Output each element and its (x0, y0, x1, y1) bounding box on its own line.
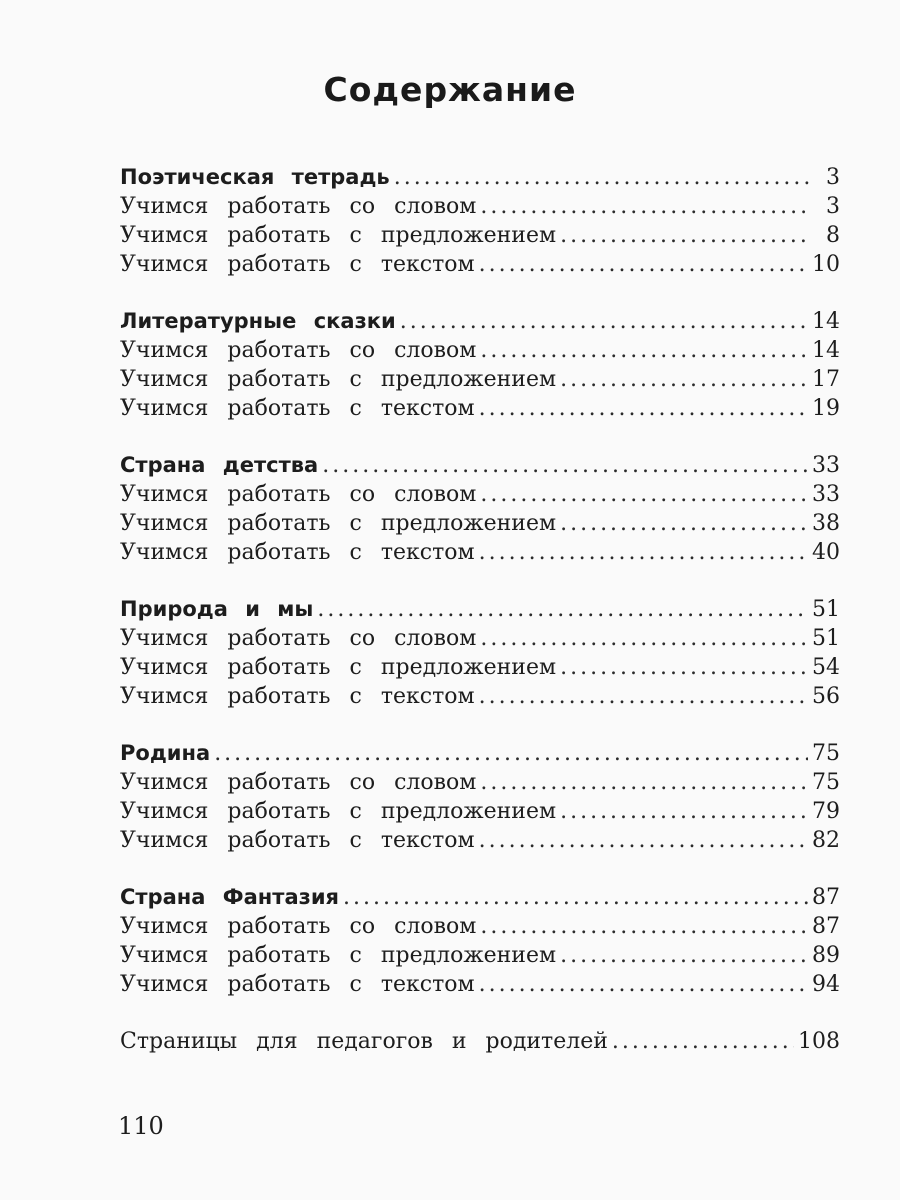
toc-section (120, 595, 840, 711)
toc-leader-dots (322, 451, 808, 480)
toc-section (120, 451, 840, 567)
toc-entry-label: Учимся работать с текстом (120, 252, 475, 277)
toc-leader-dots (479, 682, 808, 711)
toc-leader-dots (317, 595, 808, 624)
toc-entry-page: 40 (812, 540, 840, 565)
toc-entry (120, 682, 840, 711)
toc-heading-page: 51 (812, 597, 840, 622)
toc-entry-page: 108 (798, 1029, 840, 1054)
toc-leader-dots (560, 797, 808, 826)
page-number: 110 (118, 1112, 164, 1140)
toc-section-heading (120, 595, 840, 624)
toc-entry-label: Учимся работать со словом (120, 194, 477, 219)
toc-entry (120, 538, 840, 567)
toc-leader-dots (479, 250, 808, 279)
toc-leader-dots (394, 163, 810, 192)
toc-entry-label: Учимся работать с текстом (120, 972, 475, 997)
toc-leader-dots (560, 941, 808, 970)
toc-entry-label: Учимся работать с текстом (120, 396, 475, 421)
toc-sections (120, 163, 840, 999)
toc-entry-page: 17 (812, 367, 840, 392)
toc-entry-label: Учимся работать с текстом (120, 540, 475, 565)
toc-leader-dots (560, 653, 808, 682)
toc-heading-page: 87 (812, 885, 840, 910)
toc-entry (120, 192, 840, 221)
toc-leader-dots (214, 739, 808, 768)
toc-entry-page: 56 (812, 684, 840, 709)
toc-entry-page: 82 (812, 828, 840, 853)
toc-entry-page: 51 (812, 626, 840, 651)
toc-entry-label: Учимся работать с текстом (120, 828, 475, 853)
toc-heading-label: Страна детства (120, 453, 319, 477)
toc-entry-teachers-parents (120, 1027, 840, 1056)
toc-entry (120, 826, 840, 855)
toc-section-heading (120, 163, 840, 192)
toc-entry-label: Учимся работать с предложением (120, 655, 557, 680)
toc-section-heading (120, 451, 840, 480)
toc-entry (120, 941, 840, 970)
toc-leader-dots (480, 768, 808, 797)
toc-heading-label: Поэтическая тетрадь (120, 165, 390, 189)
toc-entry-label: Учимся работать со словом (120, 482, 477, 507)
toc-section-heading (120, 883, 840, 912)
toc-heading-label: Литературные сказки (120, 309, 396, 333)
toc-entry-label: Учимся работать с предложением (120, 223, 557, 248)
toc-leader-dots (479, 538, 808, 567)
toc-heading-page: 75 (812, 741, 840, 766)
toc-leader-dots (480, 624, 808, 653)
toc-entry-page: 75 (812, 770, 840, 795)
toc-entry-page: 94 (812, 972, 840, 997)
toc-leader-dots (479, 394, 808, 423)
toc-section (120, 739, 840, 855)
toc-leader-dots (479, 970, 808, 999)
toc-entry-label: Учимся работать со словом (120, 914, 477, 939)
toc-section (120, 883, 840, 999)
toc-leader-dots (343, 883, 808, 912)
toc-heading-label: Родина (120, 741, 211, 765)
toc-heading-page: 33 (812, 453, 840, 478)
toc-entry-page: 33 (812, 482, 840, 507)
toc-entry (120, 653, 840, 682)
toc-entry (120, 336, 840, 365)
toc-leader-dots (480, 912, 808, 941)
toc-heading-page: 3 (826, 165, 840, 190)
toc-entry-label: Учимся работать со словом (120, 626, 477, 651)
toc-section (120, 163, 840, 279)
toc-leader-dots (612, 1027, 794, 1056)
toc-section-heading (120, 307, 840, 336)
toc-entry (120, 394, 840, 423)
toc-entry (120, 250, 840, 279)
toc-entry-page: 8 (826, 223, 840, 248)
toc-section (120, 307, 840, 423)
toc-entry (120, 509, 840, 538)
toc-leader-dots (479, 826, 808, 855)
toc-entry-page: 10 (812, 252, 840, 277)
toc-entry-page: 14 (812, 338, 840, 363)
toc-entry (120, 797, 840, 826)
toc-entry-label: Учимся работать с предложением (120, 367, 557, 392)
toc-entry-label: Учимся работать с предложением (120, 511, 557, 536)
toc-entry (120, 768, 840, 797)
toc-entry-page: 87 (812, 914, 840, 939)
toc-entry-label: Учимся работать со словом (120, 770, 477, 795)
toc-entry (120, 365, 840, 394)
toc-entry (120, 221, 840, 250)
toc-heading-label: Природа и мы (120, 597, 314, 621)
toc-entry-page: 3 (826, 194, 840, 219)
toc-section-heading (120, 739, 840, 768)
toc-entry-page: 79 (812, 799, 840, 824)
toc-leader-dots (400, 307, 808, 336)
toc-entry-label: Учимся работать с предложением (120, 943, 557, 968)
toc-entry-label: Учимся работать с текстом (120, 684, 475, 709)
toc-entry-page: 89 (812, 943, 840, 968)
toc-entry-label: Учимся работать со словом (120, 338, 477, 363)
toc-leader-dots (480, 336, 808, 365)
toc-leader-dots (560, 221, 810, 250)
page-title: Содержание (323, 70, 577, 109)
toc-leader-dots (560, 509, 808, 538)
toc-leader-dots (480, 192, 810, 221)
table-of-contents (120, 163, 840, 1056)
toc-entry (120, 912, 840, 941)
toc-entry (120, 480, 840, 509)
toc-entry-page: 38 (812, 511, 840, 536)
toc-leader-dots (480, 480, 808, 509)
toc-leader-dots (560, 365, 808, 394)
toc-entry-page: 54 (812, 655, 840, 680)
toc-entry (120, 624, 840, 653)
toc-entry-label: Страницы для педагогов и родителей (120, 1029, 608, 1054)
toc-heading-page: 14 (812, 309, 840, 334)
toc-entry-page: 19 (812, 396, 840, 421)
toc-entry-label: Учимся работать с предложением (120, 799, 557, 824)
toc-heading-label: Страна Фантазия (120, 885, 340, 909)
toc-entry (120, 970, 840, 999)
